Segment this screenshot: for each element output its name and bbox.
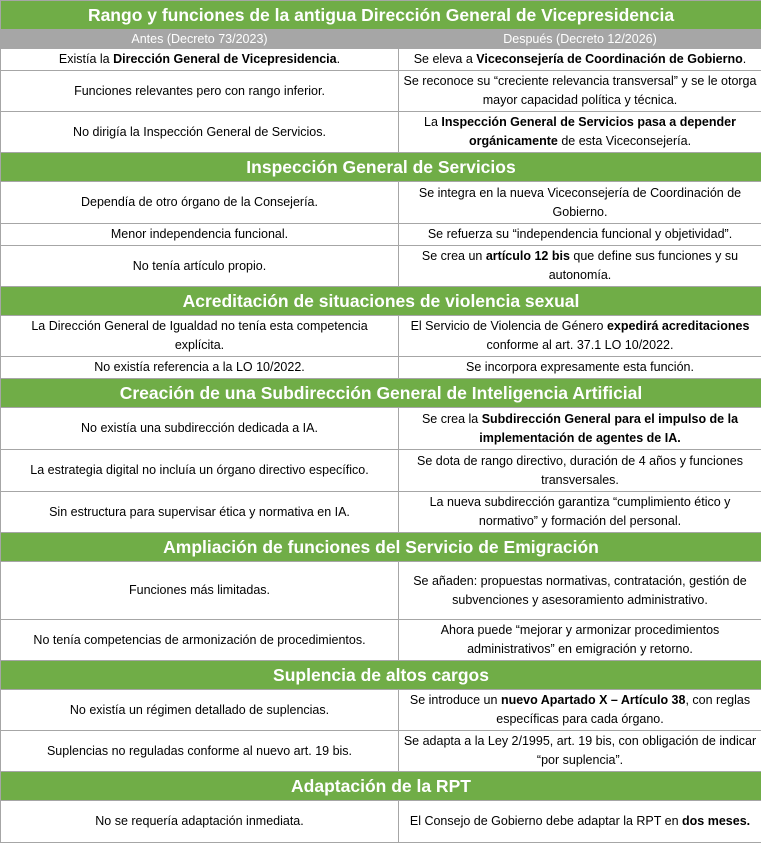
section-title: Inspección General de Servicios — [1, 153, 761, 182]
table-title-row — [1, 1, 761, 30]
cell-bold-text: artículo 12 bis — [486, 249, 570, 263]
cell-text: Dependía de otro órgano de la Consejería. — [81, 195, 318, 209]
cell-bold-text: expedirá acreditaciones — [607, 319, 749, 333]
cell-text: La nueva subdirección garantiza “cumplimiento ético y normativo” y formación del personal. — [430, 495, 731, 528]
section-header-row — [1, 287, 761, 316]
section-header-row — [1, 533, 761, 562]
cell-after — [399, 801, 761, 843]
section-title: Ampliación de funciones del Servicio de Emigración — [1, 533, 761, 562]
cell-before — [1, 450, 399, 492]
table-row — [1, 246, 761, 287]
column-header-before: Antes (Decreto 73/2023) — [1, 30, 399, 49]
cell-text: No existía un régimen detallado de suplencias. — [70, 703, 329, 717]
cell-bold-text: Subdirección General para el impulso de la implementación de agentes de IA. — [479, 412, 738, 445]
cell-after — [399, 408, 761, 450]
cell-after — [399, 731, 761, 772]
section-title: Creación de una Subdirección General de Inteligencia Artificial — [1, 379, 761, 408]
section-title: Suplencia de altos cargos — [1, 661, 761, 690]
cell-text: Se añaden: propuestas normativas, contratación, gestión de subvenciones y asesoramiento administrativo. — [413, 574, 747, 607]
cell-after — [399, 71, 761, 112]
cell-text: No existía referencia a la LO 10/2022. — [94, 360, 305, 374]
cell-bold-text: Dirección General de Vicepresidencia — [113, 52, 337, 66]
cell-before — [1, 562, 399, 620]
cell-before — [1, 620, 399, 661]
cell-after — [399, 690, 761, 731]
cell-after — [399, 182, 761, 224]
cell-after — [399, 492, 761, 533]
table-row — [1, 690, 761, 731]
cell-text: . — [337, 52, 340, 66]
cell-bold-text: dos meses. — [682, 814, 750, 828]
section-title: Acreditación de situaciones de violencia sexual — [1, 287, 761, 316]
cell-text: Suplencias no reguladas conforme al nuevo art. 19 bis. — [47, 744, 352, 758]
cell-text: Funciones relevantes pero con rango inferior. — [74, 84, 325, 98]
section-header-row — [1, 153, 761, 182]
cell-before — [1, 224, 399, 246]
cell-text: Menor independencia funcional. — [111, 227, 288, 241]
cell-text: El Consejo de Gobierno debe adaptar la RPT en — [410, 814, 682, 828]
cell-text: No se requería adaptación inmediata. — [95, 814, 303, 828]
section-header-row — [1, 661, 761, 690]
cell-before — [1, 492, 399, 533]
cell-before — [1, 112, 399, 153]
cell-text: Se incorpora expresamente esta función. — [466, 360, 694, 374]
cell-bold-text: Viceconsejería de Coordinación de Gobierno — [476, 52, 743, 66]
column-header-after: Después (Decreto 12/2026) — [399, 30, 761, 49]
table-row — [1, 112, 761, 153]
cell-text: Se dota de rango directivo, duración de 4 años y funciones transversales. — [417, 454, 743, 487]
cell-after — [399, 562, 761, 620]
cell-text: , con reglas específicas para cada órgano. — [496, 693, 750, 726]
cell-text: Se refuerza su “independencia funcional y objetividad”. — [428, 227, 732, 241]
table-row — [1, 357, 761, 379]
cell-text: de esta Viceconsejería. — [558, 134, 691, 148]
cell-before — [1, 801, 399, 843]
cell-after — [399, 49, 761, 71]
cell-text: Ahora puede “mejorar y armonizar procedimientos administrativos” en emigración y retorno. — [441, 623, 720, 656]
cell-text: Se eleva a — [414, 52, 477, 66]
cell-text: Se adapta a la Ley 2/1995, art. 19 bis, con obligación de indicar “por suplencia”. — [404, 734, 756, 767]
table-row — [1, 562, 761, 620]
cell-text: El Servicio de Violencia de Género — [411, 319, 607, 333]
table-row — [1, 316, 761, 357]
table-row — [1, 408, 761, 450]
section-header-row — [1, 772, 761, 801]
cell-text: . — [743, 52, 746, 66]
cell-text: Existía la — [59, 52, 113, 66]
cell-text: Sin estructura para supervisar ética y normativa en IA. — [49, 505, 350, 519]
section-header-row — [1, 379, 761, 408]
cell-after — [399, 246, 761, 287]
cell-bold-text: Inspección General de Servicios pasa a depender orgánicamente — [441, 115, 736, 148]
cell-after — [399, 112, 761, 153]
table-row — [1, 492, 761, 533]
cell-before — [1, 408, 399, 450]
table-row — [1, 620, 761, 661]
cell-text: Se crea la — [422, 412, 482, 426]
cell-text: Se integra en la nueva Viceconsejería de Coordinación de Gobierno. — [419, 186, 741, 219]
table-row — [1, 450, 761, 492]
column-header-row — [1, 30, 761, 49]
cell-before — [1, 71, 399, 112]
cell-text: No dirigía la Inspección General de Servicios. — [73, 125, 326, 139]
cell-after — [399, 224, 761, 246]
cell-text: La Dirección General de Igualdad no tenía esta competencia explícita. — [31, 319, 367, 352]
table-row — [1, 182, 761, 224]
table-row — [1, 49, 761, 71]
table-title: Rango y funciones de la antigua Dirección General de Vicepresidencia — [1, 1, 761, 30]
table-row — [1, 71, 761, 112]
cell-bold-text: nuevo Apartado X – Artículo 38 — [501, 693, 686, 707]
cell-after — [399, 620, 761, 661]
cell-text: No tenía artículo propio. — [133, 259, 266, 273]
cell-before — [1, 182, 399, 224]
cell-before — [1, 357, 399, 379]
table-row — [1, 731, 761, 772]
section-title: Adaptación de la RPT — [1, 772, 761, 801]
table-row — [1, 801, 761, 843]
cell-text: No existía una subdirección dedicada a IA. — [81, 421, 318, 435]
cell-text: conforme al art. 37.1 LO 10/2022. — [487, 338, 674, 352]
cell-text: Se reconoce su “creciente relevancia transversal” y se le otorga mayor capacidad política y técnica. — [404, 74, 757, 107]
cell-text: Se crea un — [422, 249, 486, 263]
cell-text: La estrategia digital no incluía un órgano directivo específico. — [30, 463, 368, 477]
cell-before — [1, 316, 399, 357]
cell-text: Se introduce un — [410, 693, 501, 707]
cell-after — [399, 450, 761, 492]
table-row — [1, 224, 761, 246]
cell-after — [399, 316, 761, 357]
cell-before — [1, 690, 399, 731]
cell-before — [1, 731, 399, 772]
cell-text: No tenía competencias de armonización de procedimientos. — [33, 633, 365, 647]
cell-text: Funciones más limitadas. — [129, 583, 270, 597]
cell-text: La — [424, 115, 441, 129]
cell-before — [1, 49, 399, 71]
cell-before — [1, 246, 399, 287]
cell-after — [399, 357, 761, 379]
cell-text: que define sus funciones y su autonomía. — [549, 249, 738, 282]
